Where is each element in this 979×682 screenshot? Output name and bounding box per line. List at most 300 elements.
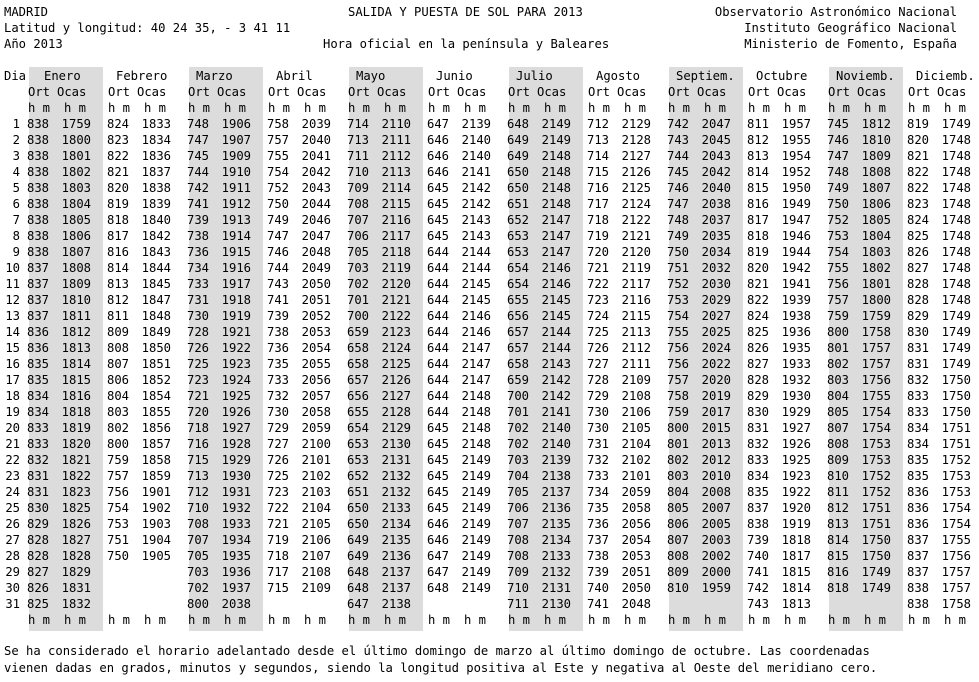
sunrise-time: 737	[586, 533, 609, 547]
sunset-time: 2118	[381, 245, 411, 259]
sunrise-time: 645	[426, 197, 449, 211]
sunset-time: 2059	[301, 421, 331, 435]
rise-column-header: Ort	[428, 85, 451, 99]
sunset-time: 1848	[141, 309, 171, 323]
sunset-time: 1904	[141, 533, 171, 547]
sunset-time: 2050	[621, 581, 651, 595]
sunset-time: 2136	[381, 549, 411, 563]
sunrise-time: 743	[666, 133, 689, 147]
sunrise-time: 646	[426, 165, 449, 179]
sunrise-time: 747	[826, 149, 849, 163]
sunset-time: 2058	[621, 501, 651, 515]
sunrise-time: 706	[346, 229, 369, 243]
sunrise-time: 753	[666, 293, 689, 307]
day-number: 7	[12, 213, 20, 227]
sunset-time: 2116	[621, 293, 651, 307]
sunset-time: 1753	[861, 453, 891, 467]
sunrise-time: 822	[106, 149, 129, 163]
sunrise-time: 657	[506, 341, 529, 355]
sunrise-time: 740	[746, 549, 769, 563]
sunset-time: 1844	[141, 261, 171, 275]
sunrise-time: 811	[746, 117, 769, 131]
sunrise-time: 714	[586, 149, 609, 163]
day-number: 16	[5, 357, 20, 371]
sunrise-time: 739	[186, 213, 209, 227]
set-column-header: Ocas	[457, 85, 487, 99]
sunrise-time: 753	[826, 229, 849, 243]
sunset-time: 1753	[861, 437, 891, 451]
sunrise-time: 821	[106, 165, 129, 179]
sunset-time: 2138	[381, 597, 411, 611]
set-unit-label: h m	[64, 101, 87, 115]
day-number: 22	[5, 453, 20, 467]
sunset-time: 1823	[61, 485, 91, 499]
day-number: 25	[5, 501, 20, 515]
sunset-time: 2012	[701, 453, 731, 467]
sunrise-time: 747	[666, 197, 689, 211]
sunset-time: 2147	[461, 341, 491, 355]
sunset-time: 1901	[141, 485, 171, 499]
sunrise-time: 825	[746, 325, 769, 339]
sunset-time: 2137	[381, 581, 411, 595]
sunrise-time: 800	[106, 437, 129, 451]
sunset-time: 2148	[541, 149, 571, 163]
sunset-time: 1749	[861, 581, 891, 595]
sunrise-time: 644	[426, 389, 449, 403]
sunrise-time: 718	[266, 549, 289, 563]
sunset-time: 1915	[221, 245, 251, 259]
sunrise-time: 719	[266, 533, 289, 547]
sunset-time: 2131	[381, 453, 411, 467]
sunset-time: 1922	[781, 485, 811, 499]
sunset-time: 2145	[541, 309, 571, 323]
rise-unit-label: h m	[588, 101, 611, 115]
sunrise-time: 701	[506, 405, 529, 419]
sunrise-time: 736	[586, 517, 609, 531]
sunrise-time: 757	[826, 293, 849, 307]
sunrise-time: 821	[746, 277, 769, 291]
sunset-time: 1749	[941, 357, 971, 371]
rise-column-header: Ort	[908, 85, 931, 99]
day-number: 28	[5, 549, 20, 563]
rise-unit-label: h m	[428, 101, 451, 115]
sunset-time: 2144	[461, 245, 491, 259]
sunrise-time: 827	[906, 261, 929, 275]
sunrise-time: 749	[826, 181, 849, 195]
rise-unit-label-bottom: h m	[588, 613, 611, 627]
sunset-time: 2051	[621, 565, 651, 579]
sunrise-time: 717	[266, 565, 289, 579]
sunrise-time: 736	[186, 245, 209, 259]
sunrise-time: 724	[586, 309, 609, 323]
sunset-time: 2055	[301, 357, 331, 371]
sunrise-time: 645	[426, 421, 449, 435]
sunset-time: 1821	[61, 453, 91, 467]
sunset-time: 1829	[61, 565, 91, 579]
sunset-time: 2127	[621, 149, 651, 163]
sunset-time: 1833	[141, 117, 171, 131]
sunrise-time: 817	[746, 213, 769, 227]
sunset-time: 2056	[621, 517, 651, 531]
sunrise-time: 645	[426, 181, 449, 195]
sunset-time: 2120	[621, 245, 651, 259]
set-unit-label-bottom: h m	[544, 613, 567, 627]
sunset-time: 1850	[141, 341, 171, 355]
sunset-time: 1754	[861, 421, 891, 435]
sunrise-time: 726	[586, 341, 609, 355]
sunrise-time: 838	[26, 133, 49, 147]
sunset-time: 1950	[781, 181, 811, 195]
sunset-time: 1810	[861, 133, 891, 147]
sunset-time: 2139	[461, 117, 491, 131]
sunrise-time: 703	[346, 261, 369, 275]
day-number: 3	[12, 149, 20, 163]
sunset-time: 2146	[541, 277, 571, 291]
sunrise-time: 733	[186, 277, 209, 291]
sunset-time: 2053	[621, 549, 651, 563]
sunset-time: 1812	[861, 117, 891, 131]
sunrise-time: 644	[426, 245, 449, 259]
sunset-time: 2051	[301, 293, 331, 307]
sunset-time: 1748	[941, 213, 971, 227]
sunset-time: 1859	[141, 469, 171, 483]
sunrise-time: 644	[426, 325, 449, 339]
rise-column-header: Ort	[108, 85, 131, 99]
sunset-time: 2115	[621, 309, 651, 323]
sunrise-time: 725	[186, 357, 209, 371]
sunrise-time: 704	[506, 469, 529, 483]
sunrise-time: 729	[266, 421, 289, 435]
sunset-time: 1807	[61, 245, 91, 259]
sunrise-time: 810	[826, 469, 849, 483]
sunset-time: 1818	[61, 405, 91, 419]
day-number: 13	[5, 309, 20, 323]
sunrise-time: 751	[106, 533, 129, 547]
sunset-time: 1932	[221, 501, 251, 515]
sunset-time: 1910	[221, 165, 251, 179]
sunset-time: 2117	[381, 229, 411, 243]
rise-column-header: Ort	[268, 85, 291, 99]
set-unit-label-bottom: h m	[304, 613, 327, 627]
sunrise-time: 652	[506, 213, 529, 227]
sunrise-time: 746	[826, 133, 849, 147]
set-unit-label: h m	[144, 101, 167, 115]
sunset-time: 2029	[701, 293, 731, 307]
sunset-time: 1942	[781, 261, 811, 275]
sunrise-time: 815	[746, 181, 769, 195]
sunrise-time: 741	[746, 565, 769, 579]
sunrise-time: 738	[186, 229, 209, 243]
day-number: 14	[5, 325, 20, 339]
sunrise-time: 833	[26, 421, 49, 435]
sunset-time: 1937	[221, 581, 251, 595]
document-subtitle: Hora oficial en la península y Baleares	[323, 37, 610, 51]
sunrise-time: 833	[26, 437, 49, 451]
sunset-time: 2045	[701, 133, 731, 147]
sunrise-time: 728	[186, 325, 209, 339]
sunrise-time: 705	[186, 549, 209, 563]
sunset-time: 1837	[141, 165, 171, 179]
sunset-time: 1814	[61, 357, 91, 371]
sunset-time: 1757	[941, 565, 971, 579]
sunrise-time: 826	[26, 581, 49, 595]
sunset-time: 1749	[941, 117, 971, 131]
sunset-time: 1929	[781, 405, 811, 419]
sunrise-time: 830	[26, 501, 49, 515]
sunrise-time: 838	[26, 229, 49, 243]
sunset-time: 2015	[701, 421, 731, 435]
sunrise-time: 700	[346, 309, 369, 323]
sunrise-time: 822	[746, 293, 769, 307]
sunset-time: 1748	[941, 149, 971, 163]
sunrise-time: 711	[346, 149, 369, 163]
sunrise-time: 645	[426, 469, 449, 483]
sunrise-time: 819	[906, 117, 929, 131]
sunrise-time: 831	[26, 485, 49, 499]
day-number: 29	[5, 565, 20, 579]
rise-column-header: Ort	[508, 85, 531, 99]
sunset-time: 1810	[61, 293, 91, 307]
sunrise-time: 702	[506, 421, 529, 435]
day-number: 2	[12, 133, 20, 147]
sunrise-time: 731	[586, 437, 609, 451]
sunrise-time: 748	[186, 117, 209, 131]
sunrise-time: 721	[586, 261, 609, 275]
sunset-time: 2052	[301, 309, 331, 323]
sunset-time: 2138	[541, 469, 571, 483]
sunset-time: 1749	[941, 309, 971, 323]
sunset-time: 1806	[61, 229, 91, 243]
sunrise-time: 653	[506, 245, 529, 259]
sunset-time: 2149	[461, 581, 491, 595]
sunrise-time: 809	[106, 325, 129, 339]
set-unit-label-bottom: h m	[864, 613, 887, 627]
sunrise-time: 750	[106, 549, 129, 563]
sunrise-time: 832	[906, 373, 929, 387]
sunset-time: 2125	[621, 181, 651, 195]
sunset-time: 2142	[541, 373, 571, 387]
sunrise-time: 811	[106, 309, 129, 323]
sunset-time: 2108	[621, 389, 651, 403]
sunset-time: 2034	[701, 245, 731, 259]
sunset-time: 2147	[461, 357, 491, 371]
sunrise-time: 645	[426, 213, 449, 227]
sunset-time: 2140	[541, 437, 571, 451]
sunset-time: 1832	[61, 597, 91, 611]
sunrise-time: 802	[666, 453, 689, 467]
sunset-time: 1816	[61, 389, 91, 403]
sunset-time: 1803	[61, 181, 91, 195]
sunset-time: 1817	[781, 549, 811, 563]
month-header: Julio	[516, 69, 553, 83]
sunrise-time: 655	[506, 293, 529, 307]
sunrise-time: 836	[26, 341, 49, 355]
sunset-time: 1847	[141, 293, 171, 307]
sunrise-time: 823	[106, 133, 129, 147]
rise-unit-label: h m	[268, 101, 291, 115]
sunrise-time: 829	[906, 309, 929, 323]
sunrise-time: 824	[106, 117, 129, 131]
sunset-time: 1834	[141, 133, 171, 147]
day-number: 19	[5, 405, 20, 419]
rise-unit-label: h m	[188, 101, 211, 115]
sunset-time: 1952	[781, 165, 811, 179]
rise-unit-label: h m	[28, 101, 51, 115]
sunset-time: 1909	[221, 149, 251, 163]
sunrise-time: 833	[746, 453, 769, 467]
sunrise-time: 829	[26, 517, 49, 531]
rise-unit-label-bottom: h m	[508, 613, 531, 627]
sunset-time: 2149	[461, 533, 491, 547]
sunset-time: 1854	[141, 389, 171, 403]
sunrise-time: 732	[586, 453, 609, 467]
sunrise-time: 828	[746, 373, 769, 387]
set-column-header: Ocas	[217, 85, 247, 99]
month-header: Febrero	[116, 69, 168, 83]
sunset-time: 1946	[781, 229, 811, 243]
sunset-time: 2024	[701, 341, 731, 355]
sunrise-time: 813	[746, 149, 769, 163]
sunset-time: 1749	[941, 325, 971, 339]
day-number: 4	[12, 165, 20, 179]
sunset-time: 2133	[381, 501, 411, 515]
rise-column-header: Ort	[28, 85, 51, 99]
sunrise-time: 741	[586, 597, 609, 611]
sunset-time: 2115	[381, 197, 411, 211]
sunset-time: 1907	[221, 133, 251, 147]
set-column-header: Ocas	[937, 85, 967, 99]
sunset-time: 1919	[221, 309, 251, 323]
sunset-time: 1800	[861, 293, 891, 307]
sunrise-time: 707	[186, 533, 209, 547]
sunset-time: 1838	[141, 181, 171, 195]
sunset-time: 2123	[381, 325, 411, 339]
sunset-time: 2149	[541, 133, 571, 147]
set-unit-label-bottom: h m	[464, 613, 487, 627]
sunrise-time: 817	[106, 229, 129, 243]
sunrise-time: 645	[426, 437, 449, 451]
sunrise-time: 838	[26, 181, 49, 195]
sunset-time: 1903	[141, 517, 171, 531]
sunset-time: 2128	[621, 133, 651, 147]
sunrise-time: 644	[426, 373, 449, 387]
sunset-time: 1925	[781, 453, 811, 467]
rise-unit-label-bottom: h m	[908, 613, 931, 627]
sunrise-time: 645	[426, 485, 449, 499]
sunrise-time: 801	[826, 341, 849, 355]
sunrise-time: 752	[826, 213, 849, 227]
sunrise-time: 739	[586, 565, 609, 579]
sunset-time: 1822	[61, 469, 91, 483]
sunrise-time: 647	[426, 117, 449, 131]
sunset-time: 1751	[941, 437, 971, 451]
sunset-time: 2058	[301, 405, 331, 419]
sunset-time: 2130	[381, 437, 411, 451]
sunset-time: 2047	[301, 229, 331, 243]
sunrise-time: 707	[506, 517, 529, 531]
sunset-time: 2148	[461, 421, 491, 435]
sunset-time: 2116	[381, 213, 411, 227]
sunset-time: 1933	[781, 357, 811, 371]
sunrise-time: 814	[826, 533, 849, 547]
sunrise-time: 649	[346, 533, 369, 547]
sunrise-time: 733	[586, 469, 609, 483]
sunset-time: 2101	[621, 469, 651, 483]
sunset-time: 2136	[541, 501, 571, 515]
sunset-time: 2119	[621, 261, 651, 275]
sunrise-time: 658	[346, 357, 369, 371]
sunset-time: 2133	[541, 549, 571, 563]
sunset-time: 1925	[221, 389, 251, 403]
day-number: 18	[5, 389, 20, 403]
sunrise-time: 658	[506, 357, 529, 371]
sunset-time: 2149	[461, 501, 491, 515]
sunset-time: 1808	[61, 261, 91, 275]
sunset-time: 2047	[701, 117, 731, 131]
sunrise-time: 713	[186, 469, 209, 483]
sunset-time: 2108	[301, 565, 331, 579]
sunset-time: 2050	[301, 277, 331, 291]
sunrise-time: 722	[266, 501, 289, 515]
sunrise-time: 741	[266, 293, 289, 307]
sunset-time: 1825	[61, 501, 91, 515]
sunrise-time: 804	[106, 389, 129, 403]
sunset-time: 2046	[301, 213, 331, 227]
sunset-time: 1941	[781, 277, 811, 291]
sunrise-time: 754	[666, 309, 689, 323]
sunrise-time: 803	[826, 373, 849, 387]
sunrise-time: 838	[26, 149, 49, 163]
sunrise-time: 806	[666, 517, 689, 531]
sunrise-time: 717	[586, 197, 609, 211]
sunset-time: 1802	[861, 261, 891, 275]
sunset-time: 2149	[461, 565, 491, 579]
set-column-header: Ocas	[297, 85, 327, 99]
sunrise-time: 659	[506, 373, 529, 387]
sunrise-time: 645	[426, 229, 449, 243]
sunset-time: 1750	[941, 373, 971, 387]
sunset-time: 2126	[381, 373, 411, 387]
sunset-time: 1957	[781, 117, 811, 131]
set-column-header: Ocas	[537, 85, 567, 99]
sunrise-time: 828	[26, 549, 49, 563]
sunrise-time: 715	[186, 453, 209, 467]
day-number: 15	[5, 341, 20, 355]
sunrise-time: 806	[106, 373, 129, 387]
sunset-time: 2145	[461, 293, 491, 307]
sunset-time: 1928	[221, 437, 251, 451]
sunrise-time: 735	[266, 357, 289, 371]
sunset-time: 2125	[381, 357, 411, 371]
sunrise-time: 711	[506, 597, 529, 611]
sunrise-time: 838	[746, 517, 769, 531]
sunrise-time: 807	[106, 357, 129, 371]
sunrise-time: 819	[746, 245, 769, 259]
sunrise-time: 750	[666, 245, 689, 259]
sunset-time: 1845	[141, 277, 171, 291]
sunset-time: 2113	[381, 165, 411, 179]
sunrise-time: 827	[26, 565, 49, 579]
sunrise-time: 651	[346, 485, 369, 499]
sunrise-time: 746	[666, 181, 689, 195]
sunset-time: 2041	[301, 149, 331, 163]
sunrise-time: 703	[506, 453, 529, 467]
sunrise-time: 646	[426, 133, 449, 147]
sunset-time: 2120	[381, 277, 411, 291]
sunset-time: 2124	[381, 341, 411, 355]
sunset-time: 1753	[941, 485, 971, 499]
sunset-time: 2148	[461, 437, 491, 451]
